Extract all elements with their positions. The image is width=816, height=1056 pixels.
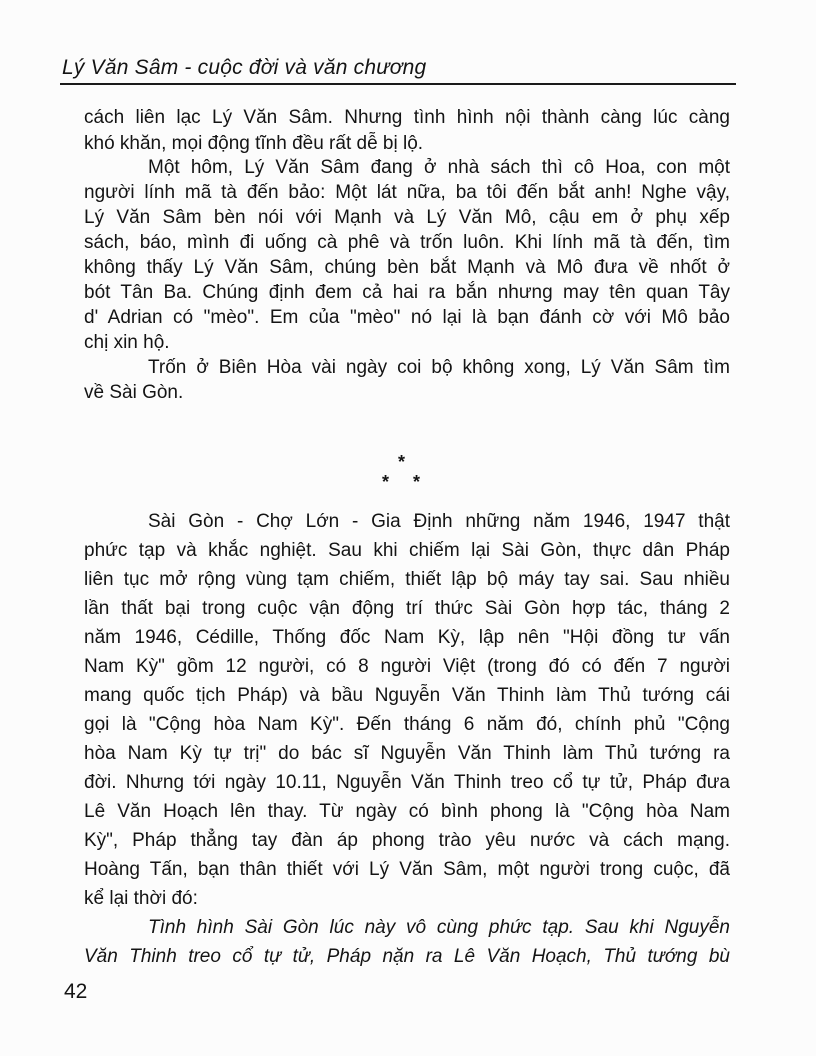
text-line: lần thất bại trong cuộc vận động trí thức Sài Gòn hợp tác, tháng 2: [84, 598, 730, 619]
text-line: phức tạp và khắc nghiệt. Sau khi chiếm lại Sài Gòn, thực dân Pháp: [84, 540, 730, 561]
running-header: Lý Văn Sâm - cuộc đời và văn chương: [62, 56, 427, 79]
text-line: Kỳ", Pháp thẳng tay đàn áp phong trào yêu nước và cách mạng.: [84, 830, 730, 851]
text-line: đời. Nhưng tới ngày 10.11, Nguyễn Văn Thinh treo cổ tự tử, Pháp đưa: [84, 772, 730, 793]
text-line: người lính mã tà đến bảo: Một lát nữa, ba tôi đến bắt anh! Nghe vậy,: [84, 182, 730, 203]
text-line: Sài Gòn - Chợ Lớn - Gia Định những năm 1946, 1947 thật: [148, 511, 730, 532]
text-line: Nam Kỳ" gồm 12 người, có 8 người Việt (trong đó có đến 7 người: [84, 656, 730, 677]
text-line: Hoàng Tấn, bạn thân thiết với Lý Văn Sâm, một người trong cuộc, đã: [84, 859, 730, 880]
section-separator-star: *: [398, 452, 406, 472]
text-line: d' Adrian có "mèo". Em của "mèo" nó lại là bạn đánh cờ với Mô bảo: [84, 307, 730, 328]
section-separator-star: *: [382, 472, 390, 492]
text-line: chị xin hộ.: [84, 332, 170, 353]
text-line: mang quốc tịch Pháp) và bầu Nguyễn Văn Thinh làm Thủ tướng cái: [84, 685, 730, 706]
text-line: liên tục mở rộng vùng tạm chiếm, thiết lập bộ máy tay sai. Sau nhiều: [84, 569, 730, 590]
text-line: khó khăn, mọi động tĩnh đều rất dễ bị lộ.: [84, 133, 424, 154]
quote-line: Tình hình Sài Gòn lúc này vô cùng phức tạp. Sau khi Nguyễn: [148, 917, 730, 938]
text-line: Lý Văn Sâm bèn nói với Mạnh và Lý Văn Mô, cậu em ở phụ xếp: [84, 207, 730, 228]
section-separator-star: *: [413, 472, 421, 492]
text-line: cách liên lạc Lý Văn Sâm. Nhưng tình hình nội thành càng lúc càng: [84, 107, 730, 128]
text-line: về Sài Gòn.: [84, 382, 184, 403]
text-line: sách, báo, mình đi uống cà phê và trốn luôn. Khi lính mã tà đến, tìm: [84, 232, 730, 253]
text-line: năm 1946, Cédille, Thống đốc Nam Kỳ, lập nên "Hội đồng tư vấn: [84, 627, 730, 648]
text-line: không thấy Lý Văn Sâm, chúng bèn bắt Mạnh và Mô đưa về nhốt ở: [84, 257, 730, 278]
text-line: Trốn ở Biên Hòa vài ngày coi bộ không xong, Lý Văn Sâm tìm: [148, 357, 730, 378]
text-line: hòa Nam Kỳ tự trị" do bác sĩ Nguyễn Văn Thinh làm Thủ tướng ra: [84, 743, 730, 764]
text-line: Một hôm, Lý Văn Sâm đang ở nhà sách thì cô Hoa, con một: [148, 157, 730, 178]
text-line: bót Tân Ba. Chúng định đem cả hai ra bắn nhưng may tên quan Tây: [84, 282, 730, 303]
text-line: kể lại thời đó:: [84, 888, 198, 909]
header-rule: [60, 83, 736, 85]
quote-line: Văn Thinh treo cổ tự tử, Pháp nặn ra Lê Văn Hoạch, Thủ tướng bù: [84, 946, 730, 967]
page-number: 42: [64, 980, 88, 1003]
text-line: Lê Văn Hoạch lên thay. Từ ngày có bình phong là "Cộng hòa Nam: [84, 801, 730, 822]
text-line: gọi là "Cộng hòa Nam Kỳ". Đến tháng 6 năm đó, chính phủ "Cộng: [84, 714, 730, 735]
